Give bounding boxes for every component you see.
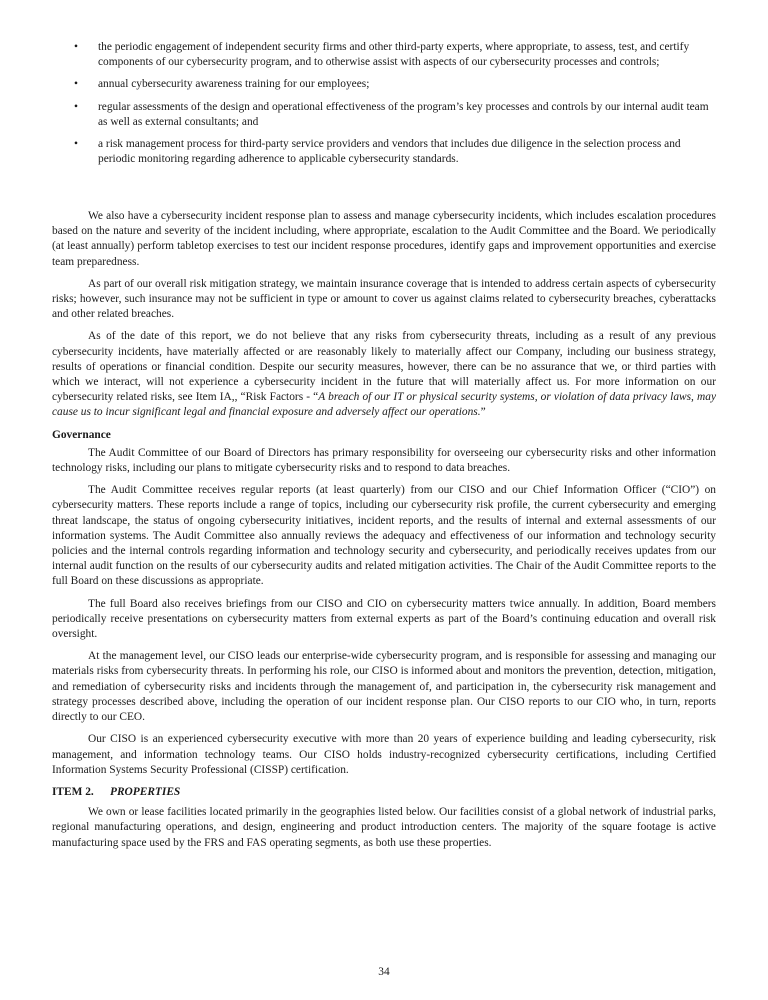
body-text bbox=[52, 209, 716, 858]
paragraph-management-level: At the management level, our CISO leads our enterprise-wide cybersecurity program, and is responsible for assessing and managing our materials risks from cybersecurity threats. In performing his role, our CISO is informed about and monitors the prevention, detection, mitigation, and remediation of cybersecurity risks and incidents through the management of, and participation in, the cybersecurity risk management and strategy processes described above, including the operation of our incident response plan. Our CISO reports to our CIO who, in turn, reports directly to our CEO. bbox=[52, 650, 716, 724]
item-2-heading bbox=[52, 785, 716, 800]
paragraph-properties: We own or lease facilities located primarily in the geographies listed below. Our facilities consist of a global network of industrial parks, regional manufacturing operations, and design, engineering and product introduction centers. The majority of the square footage is active manufacturing space used by the FRS and FAS operating segments, as both use these properties. bbox=[52, 806, 716, 849]
bullet-text: the periodic engagement of independent security firms and other third-party experts, where appropriate, to assess, test, and certify components of our cybersecurity program, and to otherwise assist with aspects of our cybersecurity processes and controls; bbox=[98, 41, 690, 69]
bullet-icon: • bbox=[74, 138, 78, 151]
bullet-text: annual cybersecurity awareness training for our employees; bbox=[98, 78, 370, 91]
list-item bbox=[52, 137, 720, 167]
page-number: 34 bbox=[378, 966, 390, 978]
bullet-list bbox=[52, 40, 720, 174]
item-number: ITEM 2. bbox=[52, 785, 94, 798]
item-title: PROPERTIES bbox=[110, 785, 181, 798]
bullet-text: regular assessments of the design and operational effectiveness of the program’s key processes and controls by our internal audit team as well as external consultants; and bbox=[98, 100, 709, 128]
bullet-icon: • bbox=[74, 78, 78, 91]
paragraph-audit-reports: The Audit Committee receives regular reports (at least quarterly) from our CISO and our Chief Information Officer (“CIO”) on cybersecurity matters. These reports include a range of topics, including our cybersecurity risk profile, the current cybersecurity and emerging threat landscape, the status of ongoing cybersecurity initiatives, incident reports, and the results of internal and external assessments of our information systems. The Audit Committee also annually reviews the adequacy and effectiveness of our information and technology security policies and the internal controls regarding information and technology security and cybersecurity, and periodically receives updates from our internal audit function on the results of our cybersecurity audits and related mitigation activities. The Chair of the Audit Committee reports to the full Board on these discussions as appropriate. bbox=[52, 484, 716, 588]
bullet-icon: • bbox=[74, 100, 78, 113]
paragraph-board-briefings: The full Board also receives briefings from our CISO and CIO on cybersecurity matters twice annually. In addition, Board members periodically receive presentations on cybersecurity matters from external experts as part of the Board’s continuing education and overall risk oversight. bbox=[52, 597, 716, 641]
list-item bbox=[52, 100, 720, 130]
paragraph-audit-committee: The Audit Committee of our Board of Directors has primary responsibility for overseeing our cybersecurity risks and other information technology risks, including our plans to mitigate cybersecurity risks and to respond to data breaches. bbox=[52, 446, 716, 475]
bullet-text: a risk management process for third-party service providers and vendors that includes due diligence in the selection process and periodic monitoring regarding adherence to applicable cybersecurity standards. bbox=[98, 138, 681, 166]
list-item bbox=[52, 77, 720, 92]
paragraph-risk-factors bbox=[52, 329, 716, 420]
paragraph-incident-response: We also have a cybersecurity incident response plan to assess and manage cybersecurity incidents, which includes escalation procedures based on the nature and severity of the incident including, where appropriate, escalation to the Audit Committee and the Board. We periodically (at least annually) perform tabletop exercises to test our incident response procedures, identify gaps and improvement opportunities and exercise team preparedness. bbox=[52, 210, 716, 268]
risk-factor-title: A breach of our IT or physical security systems, or violation of data privacy laws, may cause us to incur significant legal and financial exposure and adversely affect our operations. bbox=[52, 391, 716, 419]
risk-factors-tail: ” bbox=[480, 406, 486, 419]
bullet-icon: • bbox=[74, 41, 78, 53]
paragraph-insurance: As part of our overall risk mitigation strategy, we maintain insurance coverage that is intended to address certain aspects of cybersecurity risks; however, such insurance may not be sufficient in type or amount to cover us against claims related to cybersecurity breaches, cyberattacks and other related breaches. bbox=[52, 277, 716, 321]
risk-factors-lead: As of the date of this report, we do not believe that any risks from cybersecurity threats, including as a result of any previous cybersecurity incidents, have materially affected or are reasonably likely to materially affect our Company, including our business strategy, results of operations or financial condition. Despite our security measures, however, there can be no assurance that we, or third parties with which we interact, will not experience a cybersecurity incident in the future that will materially affect us. For more information on our cybersecurity related risks, see Item IA,, “Risk Factors - “ bbox=[52, 330, 716, 404]
governance-heading: Governance bbox=[52, 428, 111, 441]
paragraph-ciso-experience: Our CISO is an experienced cybersecurity executive with more than 20 years of experience building and leading cybersecurity, risk management, and information technology teams. Our CISO holds industry-recognized cybersecurity certifications, including Certified Information Systems Security Professional (CISSP) certification. bbox=[52, 733, 716, 776]
list-item bbox=[52, 40, 720, 70]
